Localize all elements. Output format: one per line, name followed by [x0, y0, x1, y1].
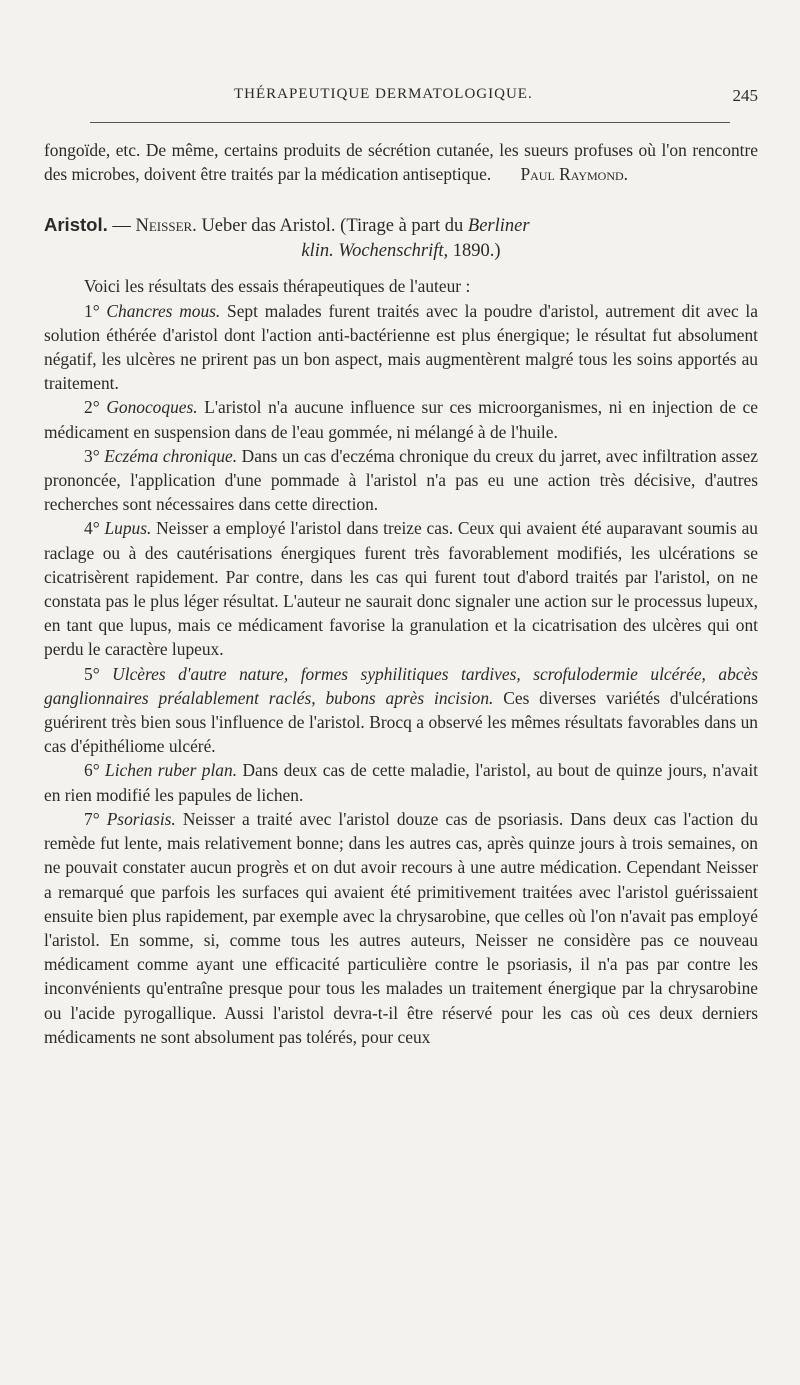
page-header — [44, 86, 758, 110]
signature: Paul Raymond. — [520, 164, 628, 185]
list-item: 6° Lichen ruber plan. Dans deux cas de cette maladie, l'aristol, au bout de quinze jours, n'avait en rien modifié les papules de lichen. — [44, 760, 759, 805]
list-item: 2° Gonocoques. L'aristol n'a aucune influence sur ces microorganismes, ni en injection de ce médicament en suspension dans de l'eau gommée, ni mélangé à de l'huile. — [44, 397, 758, 442]
list-item: 5° Ulcères d'autre nature, formes syphilitiques tardives, scrofulodermie ulcérée, abcès ganglionnaires préalablement raclés, bubons après incision. Ces diverses variétés d'ulcérations guérirent très bien sous l'influence de l'aristol. Brocq a observé les mêmes résultats favorables dans un cas d'épithéliome ulcéré. — [44, 663, 759, 757]
list-item: 3° Eczéma chronique. Dans un cas d'eczéma chronique du creux du jarret, avec infiltration assez prononcée, l'application d'une pommade à l'aristol n'a pas eu une action très décisive, d'autres recherches sont nécessaires dans cette direction. — [44, 445, 758, 515]
list-item: 1° Chancres mous. Sept malades furent traités avec la poudre d'aristol, autrement dit avec la solution éthérée d'aristol dont l'action anti-bactérienne est plus énergique; le résultat fut absolument négatif, les ulcères ne prirent pas un bon aspect, mais augmentèrent malgré tous les soins apportés au traitement. — [44, 300, 758, 394]
page-number: 245 — [732, 86, 758, 105]
previous-entry-ending: fongoïde, etc. De même, certains produits de sécrétion cutanée, les sueurs profuses où l'on rencontre des microbes, doivent être traités par la médication antiseptique. Paul Raymond. — [44, 138, 758, 186]
list-item: 7° Psoriasis. Neisser a traité avec l'aristol douze cas de psoriasis. Dans deux cas l'action du remède fut lente, mais relativement bonne; dans les autres cas, après quinze jours à trois semaines, on ne pouvait constater aucun progrès et on dut avoir recours à une autre médication. Cependant Neisser a remarqué que parfois les surfaces qui avaient été primitivement traitées avec l'aristol guérissaient ensuite bien plus rapidement, par exemple avec la chrysarobine, que celles où l'on n'avait pas employé l'aristol. En somme, si, comme tous les autres auteurs, Neisser ne considère pas ce nouveau médicament comme ayant une efficacité particulière contre le psoriasis, il n'a pas par contre les inconvénients qu'entraîne presque pour tous les malades un traitement énergique par la chrysarobine ou l'acide pyrogallique. Aussi l'aristol devra-t-il être réservé pour les cas où ces deux derniers médicaments ne sont absolument pas tolérés, pour ceux — [44, 808, 758, 1047]
header-rule — [90, 122, 730, 123]
entry-title: Aristol. — Neisser. Ueber das Aristol. (Tirage à part du Berliner klin. Wochenschrift, 1890.) — [44, 214, 530, 262]
journal-name: klin. Wochenschrift, — [301, 241, 449, 262]
entry-intro: Voici les résultats des essais thérapeutiques de l'auteur : — [84, 276, 471, 297]
entry-author: Neisser. — [135, 216, 197, 237]
entry-heading: Aristol. — [44, 214, 108, 236]
body-text — [44, 138, 758, 1049]
list-item: 4° Lupus. Neisser a employé l'aristol dans treize cas. Ceux qui avaient été auparavant soumis au raclage ou à des cautérisations énergiques furent très favorablement modifiés, les ulcérations se cicatrisèrent rapidement. Par contre, dans les cas qui furent tout d'abord traités par l'aristol, on ne constata pas le plus léger résultat. L'auteur ne saurait donc signaler une action sur le processus lupeux, en tant que lupus, mais ce médicament favorise la granulation et la cicatrisation des ulcères qui ont perdu le caractère lupeux. — [44, 518, 758, 660]
running-head: THÉRAPEUTIQUE DERMATOLOGIQUE. — [234, 86, 533, 102]
